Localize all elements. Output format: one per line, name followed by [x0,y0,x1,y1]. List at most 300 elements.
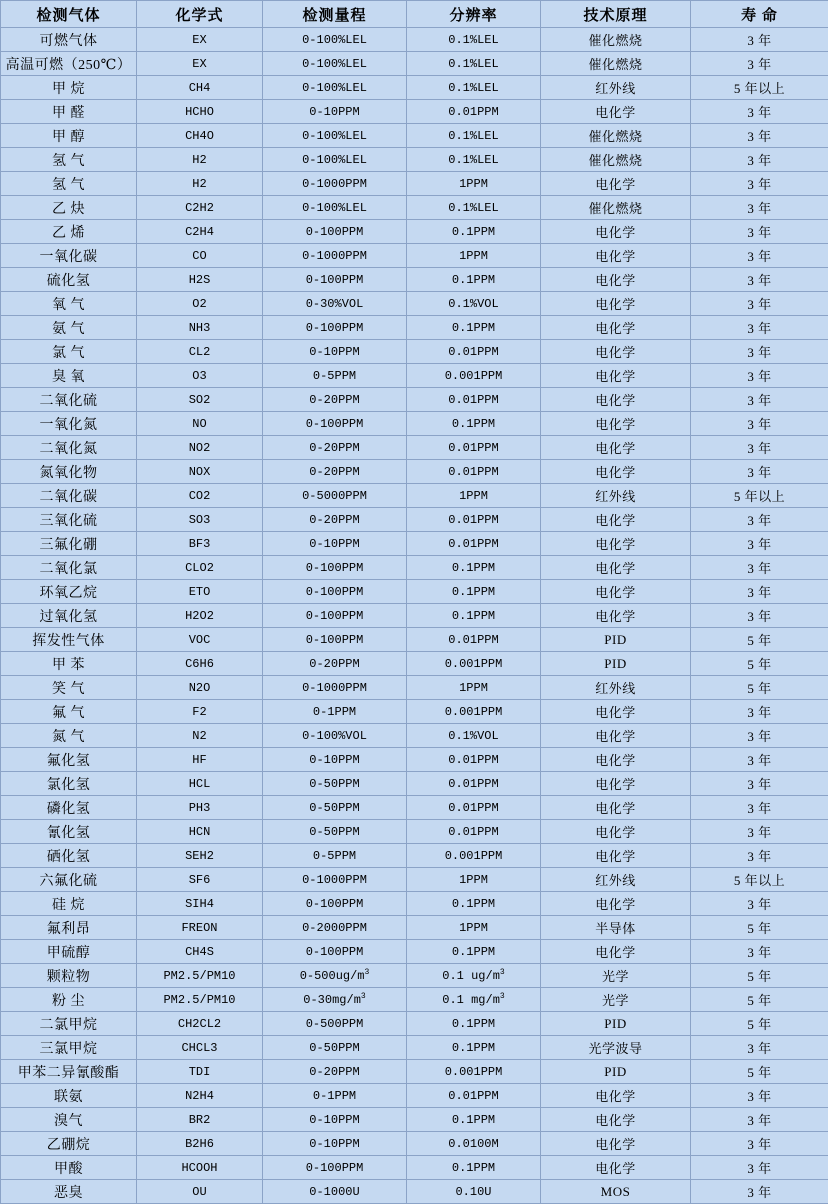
cell-range: 0-1000PPM [263,676,407,700]
table-row [1,772,828,796]
cell-formula: N2H4 [137,1084,263,1108]
cell-technology: 催化燃烧 [541,28,691,52]
cell-lifetime: 3 年 [691,508,828,532]
cell-lifetime: 3 年 [691,1084,828,1108]
cell-resolution: 0.1PPM [407,1156,541,1180]
cell-formula: CLO2 [137,556,263,580]
table-row [1,580,828,604]
table-body [1,28,828,1204]
cell-gas: 恶臭 [1,1180,137,1204]
cell-lifetime: 5 年 [691,1060,828,1084]
cell-lifetime: 3 年 [691,244,828,268]
table-row [1,1156,828,1180]
table-row [1,988,828,1012]
cell-lifetime: 3 年 [691,316,828,340]
table-row [1,820,828,844]
cell-gas: 一氧化碳 [1,244,137,268]
cell-lifetime: 3 年 [691,52,828,76]
table-row [1,628,828,652]
cell-lifetime: 3 年 [691,1132,828,1156]
cell-formula: HCOOH [137,1156,263,1180]
cell-resolution: 0.01PPM [407,508,541,532]
cell-lifetime: 3 年 [691,460,828,484]
cell-technology: 电化学 [541,292,691,316]
cell-resolution: 0.1%LEL [407,196,541,220]
cell-formula: BR2 [137,1108,263,1132]
cell-range: 0-100PPM [263,268,407,292]
cell-gas: 环氧乙烷 [1,580,137,604]
cell-resolution: 0.01PPM [407,820,541,844]
cell-resolution: 0.1PPM [407,1108,541,1132]
table-row [1,1060,828,1084]
cell-gas: 乙 烯 [1,220,137,244]
table-row [1,220,828,244]
cell-range: 0-1000PPM [263,868,407,892]
cell-formula: EX [137,28,263,52]
cell-gas: 三氟化硼 [1,532,137,556]
cell-technology: 电化学 [541,460,691,484]
cell-lifetime: 3 年 [691,892,828,916]
cell-resolution: 0.1PPM [407,220,541,244]
cell-range: 0-500PPM [263,1012,407,1036]
cell-gas: 氢 气 [1,148,137,172]
cell-gas: 氟 气 [1,700,137,724]
table-row [1,1132,828,1156]
cell-range: 0-100PPM [263,556,407,580]
cell-technology: 电化学 [541,412,691,436]
cell-range: 0-30%VOL [263,292,407,316]
cell-formula: CH4 [137,76,263,100]
cell-gas: 臭 氧 [1,364,137,388]
cell-gas: 硅 烷 [1,892,137,916]
table-row [1,1084,828,1108]
header-formula: 化学式 [137,1,263,28]
cell-technology: 电化学 [541,724,691,748]
table-row [1,844,828,868]
cell-formula: H2 [137,172,263,196]
cell-technology: 红外线 [541,484,691,508]
cell-lifetime: 5 年 [691,988,828,1012]
cell-resolution: 0.1 $ug/m^3$ [407,964,541,988]
cell-technology: PID [541,1060,691,1084]
cell-gas: 硒化氢 [1,844,137,868]
cell-lifetime: 3 年 [691,364,828,388]
cell-gas: 乙硼烷 [1,1132,137,1156]
cell-gas: 可燃气体 [1,28,137,52]
table-row [1,748,828,772]
cell-resolution: 0.1PPM [407,604,541,628]
cell-lifetime: 3 年 [691,748,828,772]
table-row [1,52,828,76]
cell-technology: 红外线 [541,76,691,100]
cell-technology: 电化学 [541,820,691,844]
cell-resolution: 0.001PPM [407,652,541,676]
cell-technology: 电化学 [541,316,691,340]
cell-lifetime: 3 年 [691,220,828,244]
cell-range: 0-1PPM [263,1084,407,1108]
cell-technology: PID [541,1012,691,1036]
cell-resolution: 1PPM [407,244,541,268]
cell-lifetime: 5 年 [691,916,828,940]
cell-formula: CO2 [137,484,263,508]
cell-range: 0-20PPM [263,436,407,460]
cell-formula: CH2CL2 [137,1012,263,1036]
cell-range: 0-100PPM [263,316,407,340]
cell-range: 0-100%LEL [263,76,407,100]
cell-technology: 电化学 [541,172,691,196]
cell-lifetime: 3 年 [691,1180,828,1204]
table-row [1,340,828,364]
cell-resolution: 0.001PPM [407,700,541,724]
cell-technology: 电化学 [541,532,691,556]
table-row [1,124,828,148]
cell-resolution: 1PPM [407,916,541,940]
cell-gas: 乙 炔 [1,196,137,220]
cell-range: 0-100PPM [263,1156,407,1180]
table-header-row [1,1,828,28]
table-row [1,652,828,676]
cell-resolution: 0.1PPM [407,892,541,916]
cell-technology: 电化学 [541,340,691,364]
cell-lifetime: 5 年以上 [691,484,828,508]
cell-gas: 二氯甲烷 [1,1012,137,1036]
table-row [1,556,828,580]
cell-formula: VOC [137,628,263,652]
table-row [1,484,828,508]
cell-formula: C2H4 [137,220,263,244]
table-row [1,940,828,964]
cell-technology: 电化学 [541,220,691,244]
cell-gas: 联氨 [1,1084,137,1108]
cell-gas: 氮 气 [1,724,137,748]
cell-formula: CL2 [137,340,263,364]
cell-range: 0-100%LEL [263,28,407,52]
cell-formula: HCN [137,820,263,844]
cell-range: 0-100PPM [263,892,407,916]
cell-range: 0-10PPM [263,1132,407,1156]
cell-formula: O2 [137,292,263,316]
cell-range: 0-1000PPM [263,172,407,196]
cell-range: 0-10PPM [263,748,407,772]
cell-formula: NOX [137,460,263,484]
cell-range: 0-100%VOL [263,724,407,748]
cell-range: 0-2000PPM [263,916,407,940]
cell-range: 0-100PPM [263,580,407,604]
table-row [1,292,828,316]
table-row [1,700,828,724]
cell-technology: PID [541,652,691,676]
cell-range: 0-10PPM [263,340,407,364]
table-row [1,868,828,892]
header-technology: 技术原理 [541,1,691,28]
cell-lifetime: 5 年 [691,676,828,700]
cell-formula: SO2 [137,388,263,412]
cell-gas: 二氧化氯 [1,556,137,580]
cell-range: 0-5PPM [263,844,407,868]
cell-range: 0-5PPM [263,364,407,388]
cell-technology: 电化学 [541,508,691,532]
cell-lifetime: 5 年 [691,628,828,652]
cell-range: 0-100%LEL [263,52,407,76]
cell-gas: 粉 尘 [1,988,137,1012]
cell-resolution: 0.01PPM [407,748,541,772]
cell-formula: C6H6 [137,652,263,676]
cell-technology: 光学 [541,964,691,988]
cell-lifetime: 3 年 [691,844,828,868]
cell-formula: SO3 [137,508,263,532]
cell-formula: HCL [137,772,263,796]
cell-gas: 氯化氢 [1,772,137,796]
cell-formula: B2H6 [137,1132,263,1156]
table-row [1,244,828,268]
cell-gas: 甲 醇 [1,124,137,148]
cell-technology: 光学 [541,988,691,1012]
cell-formula: BF3 [137,532,263,556]
cell-formula: FREON [137,916,263,940]
cell-technology: 催化燃烧 [541,196,691,220]
cell-lifetime: 5 年 [691,964,828,988]
cell-lifetime: 3 年 [691,388,828,412]
cell-lifetime: 3 年 [691,124,828,148]
cell-gas: 甲苯二异氰酸酯 [1,1060,137,1084]
cell-technology: 电化学 [541,364,691,388]
cell-lifetime: 3 年 [691,580,828,604]
cell-resolution: 1PPM [407,484,541,508]
cell-technology: 电化学 [541,556,691,580]
cell-range: 0-100%LEL [263,148,407,172]
cell-gas: 挥发性气体 [1,628,137,652]
cell-resolution: 0.01PPM [407,1084,541,1108]
table-row [1,1180,828,1204]
cell-formula: HCHO [137,100,263,124]
cell-lifetime: 3 年 [691,412,828,436]
cell-formula: PM2.5/PM10 [137,988,263,1012]
cell-gas: 二氧化氮 [1,436,137,460]
cell-formula: PM2.5/PM10 [137,964,263,988]
cell-gas: 三氧化硫 [1,508,137,532]
cell-gas: 氨 气 [1,316,137,340]
cell-lifetime: 3 年 [691,820,828,844]
cell-resolution: 1PPM [407,172,541,196]
cell-range: 0-50PPM [263,796,407,820]
cell-lifetime: 5 年以上 [691,76,828,100]
cell-formula: OU [137,1180,263,1204]
cell-formula: CH4O [137,124,263,148]
cell-resolution: 0.01PPM [407,532,541,556]
table-row [1,412,828,436]
cell-range: 0-20PPM [263,508,407,532]
cell-lifetime: 3 年 [691,172,828,196]
cell-formula: NH3 [137,316,263,340]
cell-lifetime: 3 年 [691,340,828,364]
table-row [1,1036,828,1060]
cell-range: 0-100PPM [263,628,407,652]
cell-formula: SEH2 [137,844,263,868]
cell-range: 0-20PPM [263,652,407,676]
cell-lifetime: 3 年 [691,724,828,748]
header-lifetime: 寿 命 [691,1,828,28]
cell-gas: 笑 气 [1,676,137,700]
cell-lifetime: 5 年 [691,1012,828,1036]
cell-formula: F2 [137,700,263,724]
cell-resolution: 0.1PPM [407,1012,541,1036]
cell-technology: 电化学 [541,844,691,868]
cell-gas: 氢 气 [1,172,137,196]
cell-technology: 光学波导 [541,1036,691,1060]
cell-lifetime: 3 年 [691,1156,828,1180]
cell-formula: H2O2 [137,604,263,628]
cell-formula: ETO [137,580,263,604]
table-row [1,604,828,628]
cell-gas: 甲酸 [1,1156,137,1180]
table-row [1,28,828,52]
header-range: 检测量程 [263,1,407,28]
cell-resolution: 0.001PPM [407,1060,541,1084]
cell-technology: 电化学 [541,100,691,124]
cell-range: 0-100%LEL [263,196,407,220]
cell-technology: 电化学 [541,940,691,964]
cell-lifetime: 3 年 [691,292,828,316]
table-row [1,76,828,100]
cell-resolution: 0.01PPM [407,340,541,364]
cell-range: 0-1PPM [263,700,407,724]
cell-range: 0-50PPM [263,820,407,844]
cell-technology: 电化学 [541,1156,691,1180]
cell-technology: 电化学 [541,700,691,724]
cell-gas: 甲 烷 [1,76,137,100]
cell-range: 0-20PPM [263,1060,407,1084]
cell-technology: 电化学 [541,604,691,628]
cell-gas: 甲 醛 [1,100,137,124]
cell-resolution: 0.01PPM [407,436,541,460]
cell-technology: 电化学 [541,436,691,460]
table-row [1,148,828,172]
cell-gas: 磷化氢 [1,796,137,820]
cell-range: 0-50PPM [263,772,407,796]
cell-technology: 电化学 [541,892,691,916]
cell-resolution: 0.1%VOL [407,292,541,316]
cell-resolution: 0.001PPM [407,844,541,868]
table-row [1,1012,828,1036]
cell-lifetime: 3 年 [691,556,828,580]
table-row [1,316,828,340]
cell-formula: CH4S [137,940,263,964]
cell-technology: 催化燃烧 [541,52,691,76]
cell-lifetime: 3 年 [691,100,828,124]
cell-range: 0-100PPM [263,604,407,628]
cell-technology: 电化学 [541,796,691,820]
cell-resolution: 0.01PPM [407,772,541,796]
cell-gas: 氮氧化物 [1,460,137,484]
cell-lifetime: 3 年 [691,268,828,292]
cell-technology: 电化学 [541,1084,691,1108]
cell-technology: 半导体 [541,916,691,940]
cell-formula: NO [137,412,263,436]
cell-formula: SF6 [137,868,263,892]
cell-resolution: 0.001PPM [407,364,541,388]
cell-technology: 电化学 [541,1108,691,1132]
table-row [1,964,828,988]
cell-technology: 电化学 [541,748,691,772]
cell-lifetime: 3 年 [691,1108,828,1132]
cell-resolution: 0.1%LEL [407,28,541,52]
cell-range: 0-100PPM [263,220,407,244]
cell-lifetime: 3 年 [691,796,828,820]
cell-technology: 催化燃烧 [541,148,691,172]
table-row [1,364,828,388]
cell-gas: 六氟化硫 [1,868,137,892]
table-row [1,508,828,532]
cell-lifetime: 3 年 [691,532,828,556]
cell-technology: 电化学 [541,580,691,604]
cell-resolution: 0.1%LEL [407,148,541,172]
cell-formula: SIH4 [137,892,263,916]
cell-formula: PH3 [137,796,263,820]
cell-gas: 氰化氢 [1,820,137,844]
header-resolution: 分辨率 [407,1,541,28]
table-row [1,388,828,412]
cell-formula: H2S [137,268,263,292]
cell-range: 0-100PPM [263,940,407,964]
cell-resolution: 0.1PPM [407,940,541,964]
cell-range: 0-20PPM [263,460,407,484]
table-row [1,724,828,748]
cell-resolution: 0.1PPM [407,1036,541,1060]
cell-resolution: 0.1PPM [407,412,541,436]
cell-formula: N2O [137,676,263,700]
cell-resolution: 0.1 $mg/m^3$ [407,988,541,1012]
cell-lifetime: 3 年 [691,772,828,796]
cell-technology: 电化学 [541,772,691,796]
cell-resolution: 0.01PPM [407,628,541,652]
cell-resolution: 0.1%LEL [407,76,541,100]
cell-formula: H2 [137,148,263,172]
cell-range: 0-50PPM [263,1036,407,1060]
cell-technology: 电化学 [541,1132,691,1156]
cell-resolution: 0.1PPM [407,268,541,292]
cell-range: 0-100PPM [263,412,407,436]
cell-lifetime: 5 年 [691,652,828,676]
cell-technology: MOS [541,1180,691,1204]
table-row [1,196,828,220]
cell-range: 0-1000PPM [263,244,407,268]
cell-formula: C2H2 [137,196,263,220]
cell-lifetime: 3 年 [691,1036,828,1060]
cell-resolution: 0.0100M [407,1132,541,1156]
cell-gas: 二氧化硫 [1,388,137,412]
cell-range: 0-100%LEL [263,124,407,148]
cell-formula: EX [137,52,263,76]
cell-resolution: 0.10U [407,1180,541,1204]
cell-gas: 甲硫醇 [1,940,137,964]
cell-resolution: 0.1%LEL [407,124,541,148]
cell-lifetime: 3 年 [691,700,828,724]
cell-gas: 一氧化氮 [1,412,137,436]
cell-formula: HF [137,748,263,772]
cell-resolution: 0.1%VOL [407,724,541,748]
cell-formula: CO [137,244,263,268]
cell-lifetime: 3 年 [691,28,828,52]
cell-technology: PID [541,628,691,652]
cell-lifetime: 3 年 [691,436,828,460]
cell-resolution: 0.01PPM [407,796,541,820]
cell-lifetime: 3 年 [691,604,828,628]
table-row [1,460,828,484]
cell-resolution: 0.1%LEL [407,52,541,76]
table-row [1,796,828,820]
cell-technology: 电化学 [541,268,691,292]
table-row [1,916,828,940]
